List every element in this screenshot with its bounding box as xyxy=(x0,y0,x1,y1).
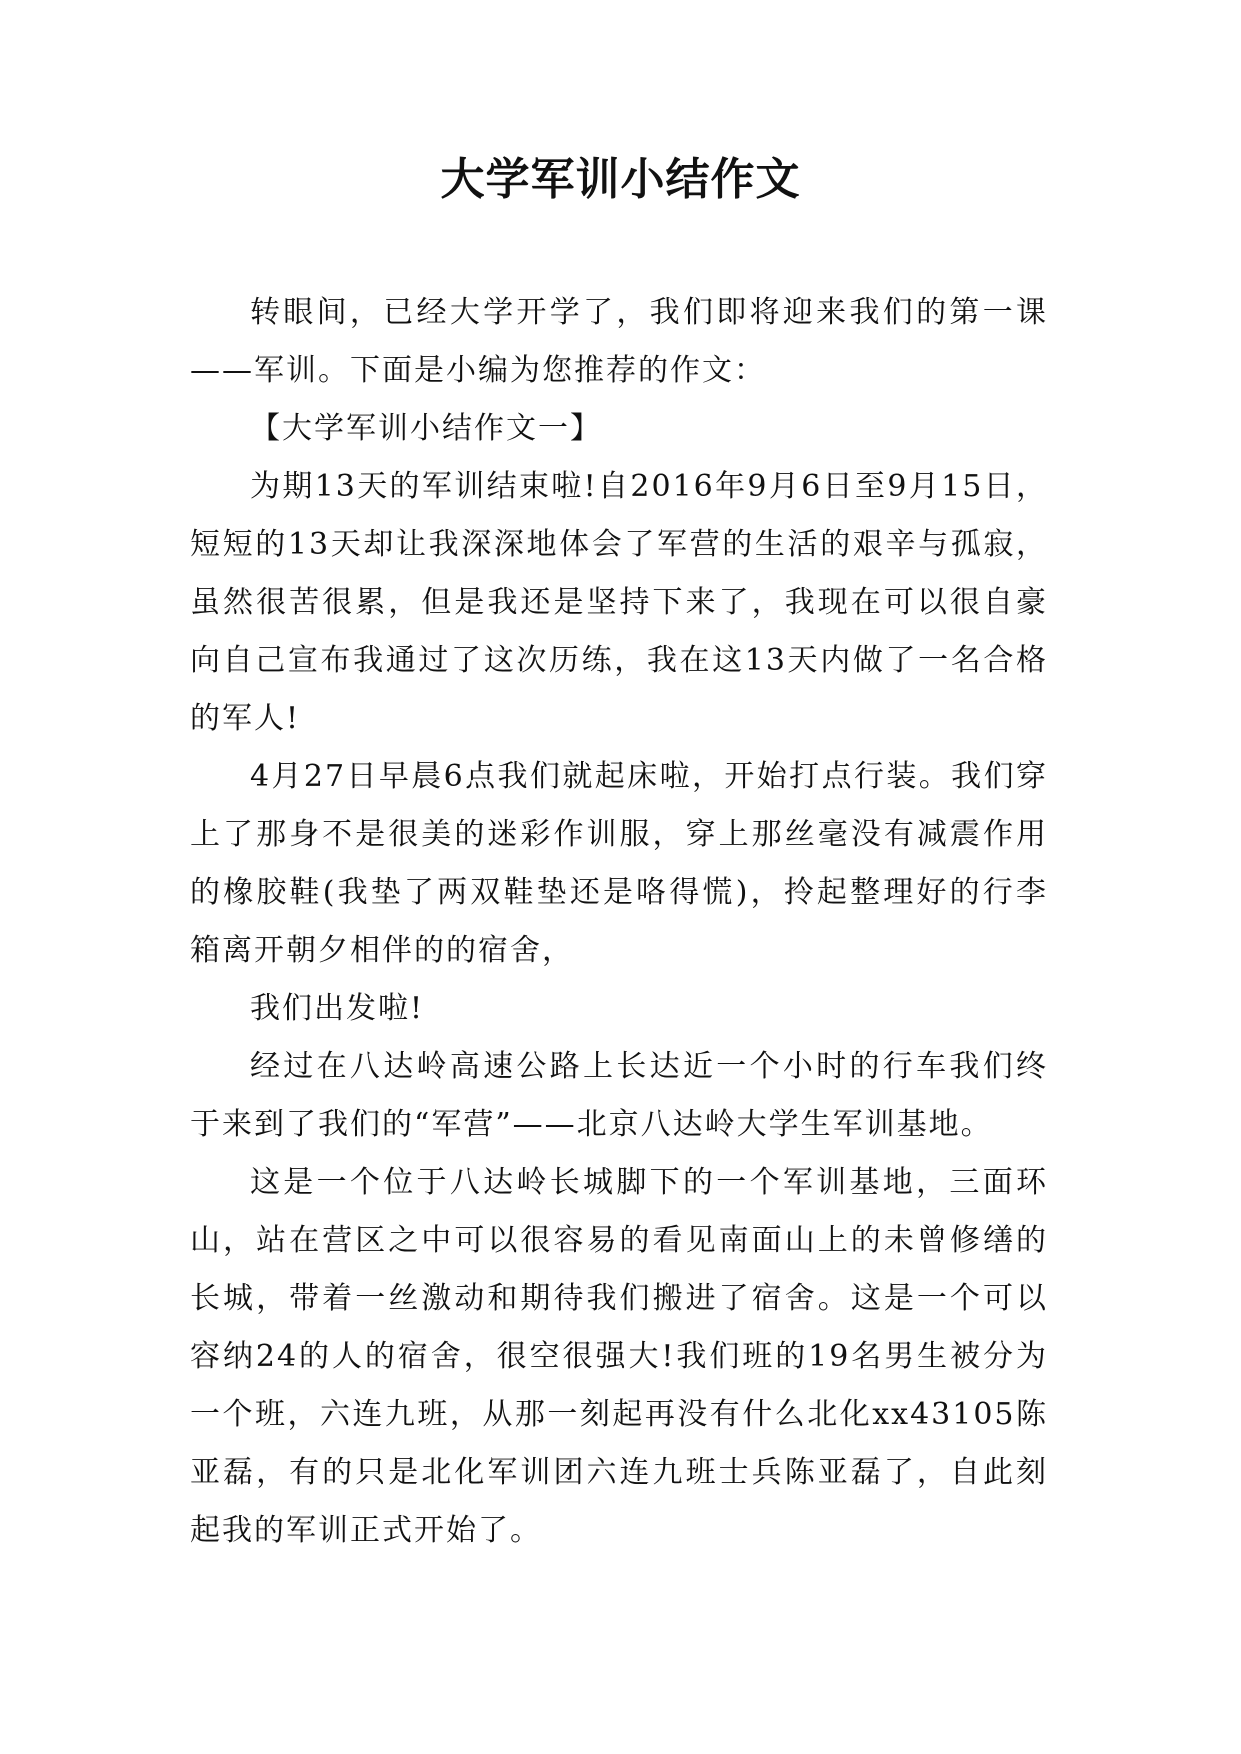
document-title: 大学军训小结作文 xyxy=(440,154,801,205)
section-heading: 【大学军训小结作文一】 xyxy=(250,411,602,446)
paragraph-training-summary: 为期13天的军训结束啦!自2016年9月6日至9月15日，短短的13天却让我深深地体会了军营的生活的艰辛与孤寂，虽然很苦很累，但是我还是坚持下来了，我现在可以很自豪向自己宣布我通过了这次历练，我在这13天内做了一名合格的军人! xyxy=(190,469,1048,736)
paragraph-arrival: 经过在八达岭高速公路上长达近一个小时的行车我们终于来到了我们的“军营”——北京八达岭大学生军训基地。 xyxy=(190,1049,1048,1142)
paragraph-base-description: 这是一个位于八达岭长城脚下的一个军训基地，三面环山，站在营区之中可以很容易的看见南面山上的未曾修缮的长城，带着一丝激动和期待我们搬进了宿舍。这是一个可以容纳24的人的宿舍，很空很强大!我们班的19名男生被分为一个班，六连九班，从那一刻起再没有什么北化xx43105陈亚磊，有的只是北化军训团六连九班士兵陈亚磊了，自此刻起我的军训正式开始了。 xyxy=(190,1165,1048,1548)
paragraph-intro: 转眼间，已经大学开学了，我们即将迎来我们的第一课——军训。下面是小编为您推荐的作文： xyxy=(190,295,1048,388)
paragraph-departure-morning: 4月27日早晨6点我们就起床啦，开始打点行装。我们穿上了那身不是很美的迷彩作训服，穿上那丝毫没有减震作用的橡胶鞋(我垫了两双鞋垫还是咯得慌)，拎起整理好的行李箱离开朝夕相伴的的宿舍， xyxy=(190,759,1048,968)
document-body xyxy=(190,284,1048,1560)
paragraph-set-off: 我们出发啦! xyxy=(250,991,425,1026)
